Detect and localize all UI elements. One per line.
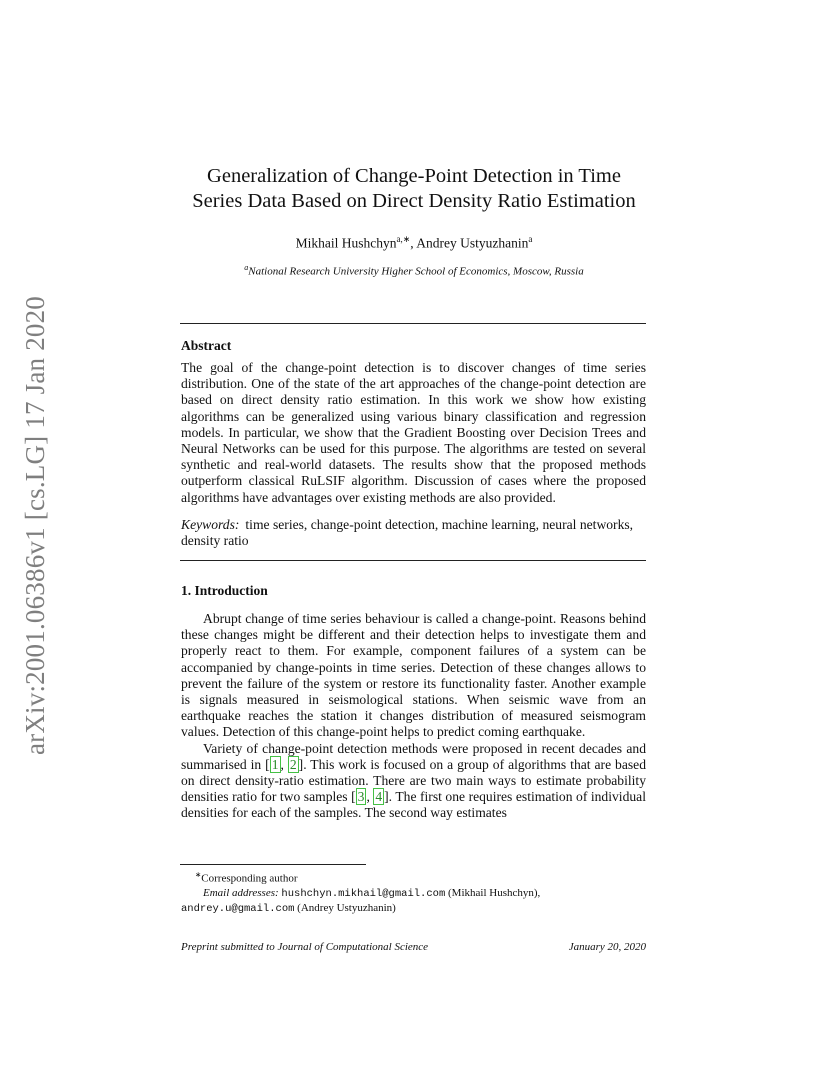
keywords-text: time series, change-point detection, machine learning, neural networks, density ratio bbox=[181, 517, 634, 549]
author-name: Mikhail Hushchyn bbox=[295, 235, 397, 251]
page-footer bbox=[181, 941, 646, 953]
email-owner: (Mikhail Hushchyn), bbox=[445, 886, 541, 899]
paragraph-text: ]. This work is focused on a group of algorithms that are based on direct density-ratio estimation. There are two main ways to estimate probability densities ratio for two samples [ bbox=[181, 756, 647, 805]
author-affiliation-mark: a,∗ bbox=[396, 234, 411, 244]
footnote-mark: ∗ bbox=[195, 870, 202, 879]
introduction-body bbox=[181, 611, 646, 822]
paragraph bbox=[181, 741, 646, 822]
abstract-bottom-rule bbox=[180, 560, 646, 561]
footnote-emails-cont bbox=[181, 901, 646, 916]
paragraph-text: , bbox=[280, 756, 288, 772]
citation-link[interactable]: 4 bbox=[375, 789, 383, 805]
paragraph: Abrupt change of time series behaviour is called a change-point. Reasons behind these changes might be different and their detection helps to investigate them and properly react to them. For example, component failures of a system can be accompanied by change-points in time series. Detection of these changes allows to prevent the failure of the system or restore its functionality faster. Another example is signals measured in seismological stations. When seismic wave from an earthquake reaches the station it changes distribution of measured seismogram values. Detection of this change-point helps to predict coming earthquake. bbox=[181, 611, 646, 740]
paragraph-text: ]. The first one requires estimation of individual densities for each of the samples. The second way estimates bbox=[181, 789, 646, 821]
affiliation-mark: a bbox=[244, 263, 249, 272]
affiliation-text: National Research University Higher School of Economics, Moscow, Russia bbox=[248, 265, 584, 278]
footnote-emails bbox=[181, 886, 646, 901]
section-heading: 1. Introduction bbox=[181, 583, 268, 598]
footnotes bbox=[181, 868, 646, 916]
paragraph-text: , bbox=[366, 789, 374, 805]
author-name: Andrey Ustyuzhanin bbox=[416, 235, 529, 251]
citation-link[interactable]: 1 bbox=[271, 756, 279, 772]
email-owner: (Andrey Ustyuzhanin) bbox=[294, 901, 396, 914]
footer-date: January 20, 2020 bbox=[568, 941, 646, 953]
affiliation bbox=[170, 263, 658, 278]
footnote-corresponding bbox=[181, 868, 646, 886]
author-separator: , bbox=[410, 235, 417, 251]
citation-link[interactable]: 3 bbox=[357, 789, 365, 805]
keywords-label: Keywords: bbox=[181, 517, 240, 532]
email-address[interactable]: andrey.u@gmail.com bbox=[181, 902, 295, 915]
footnote-rule bbox=[180, 864, 366, 865]
footer-preprint-note: Preprint submitted to Journal of Computational Science bbox=[181, 941, 429, 953]
title-line-2: Series Data Based on Direct Density Ratio Estimation bbox=[192, 189, 636, 212]
title-line-1: Generalization of Change-Point Detection in Time bbox=[207, 165, 621, 187]
author-affiliation-mark: a bbox=[528, 234, 533, 244]
author-list bbox=[170, 234, 658, 252]
footnote-text: Corresponding author bbox=[201, 872, 298, 885]
paragraph-text: Variety of change-point detection methods were proposed in recent decades and summarised in [ bbox=[181, 740, 646, 772]
abstract-text: The goal of the change-point detection is to discover changes of time series distribution. One of the state of the art approaches of the change-point detection are based on direct density ratio estimation. In this work we show how existing algorithms can be generalized using various binary classification and regression models. In particular, we show that the Gradient Boosting over Decision Trees and Neural Networks can be used for this purpose. The algorithms are tested on several synthetic and real-world datasets. The results show that the proposed methods outperform classical RuLSIF algorithm. Discussion of cases where the proposed algorithms have advantages over existing methods are also provided. bbox=[181, 360, 646, 505]
arxiv-identifier: arXiv:2001.06386v1 [cs.LG] 17 Jan 2020 bbox=[20, 295, 51, 755]
abstract-heading: Abstract bbox=[181, 338, 232, 353]
citation-link[interactable]: 2 bbox=[289, 756, 297, 772]
keywords bbox=[181, 517, 646, 549]
paper-title bbox=[170, 164, 658, 213]
email-label: Email addresses: bbox=[203, 886, 279, 899]
arxiv-side-stamp bbox=[14, 290, 58, 760]
abstract-top-rule bbox=[180, 323, 646, 324]
email-address[interactable]: hushchyn.mikhail@gmail.com bbox=[281, 887, 446, 900]
